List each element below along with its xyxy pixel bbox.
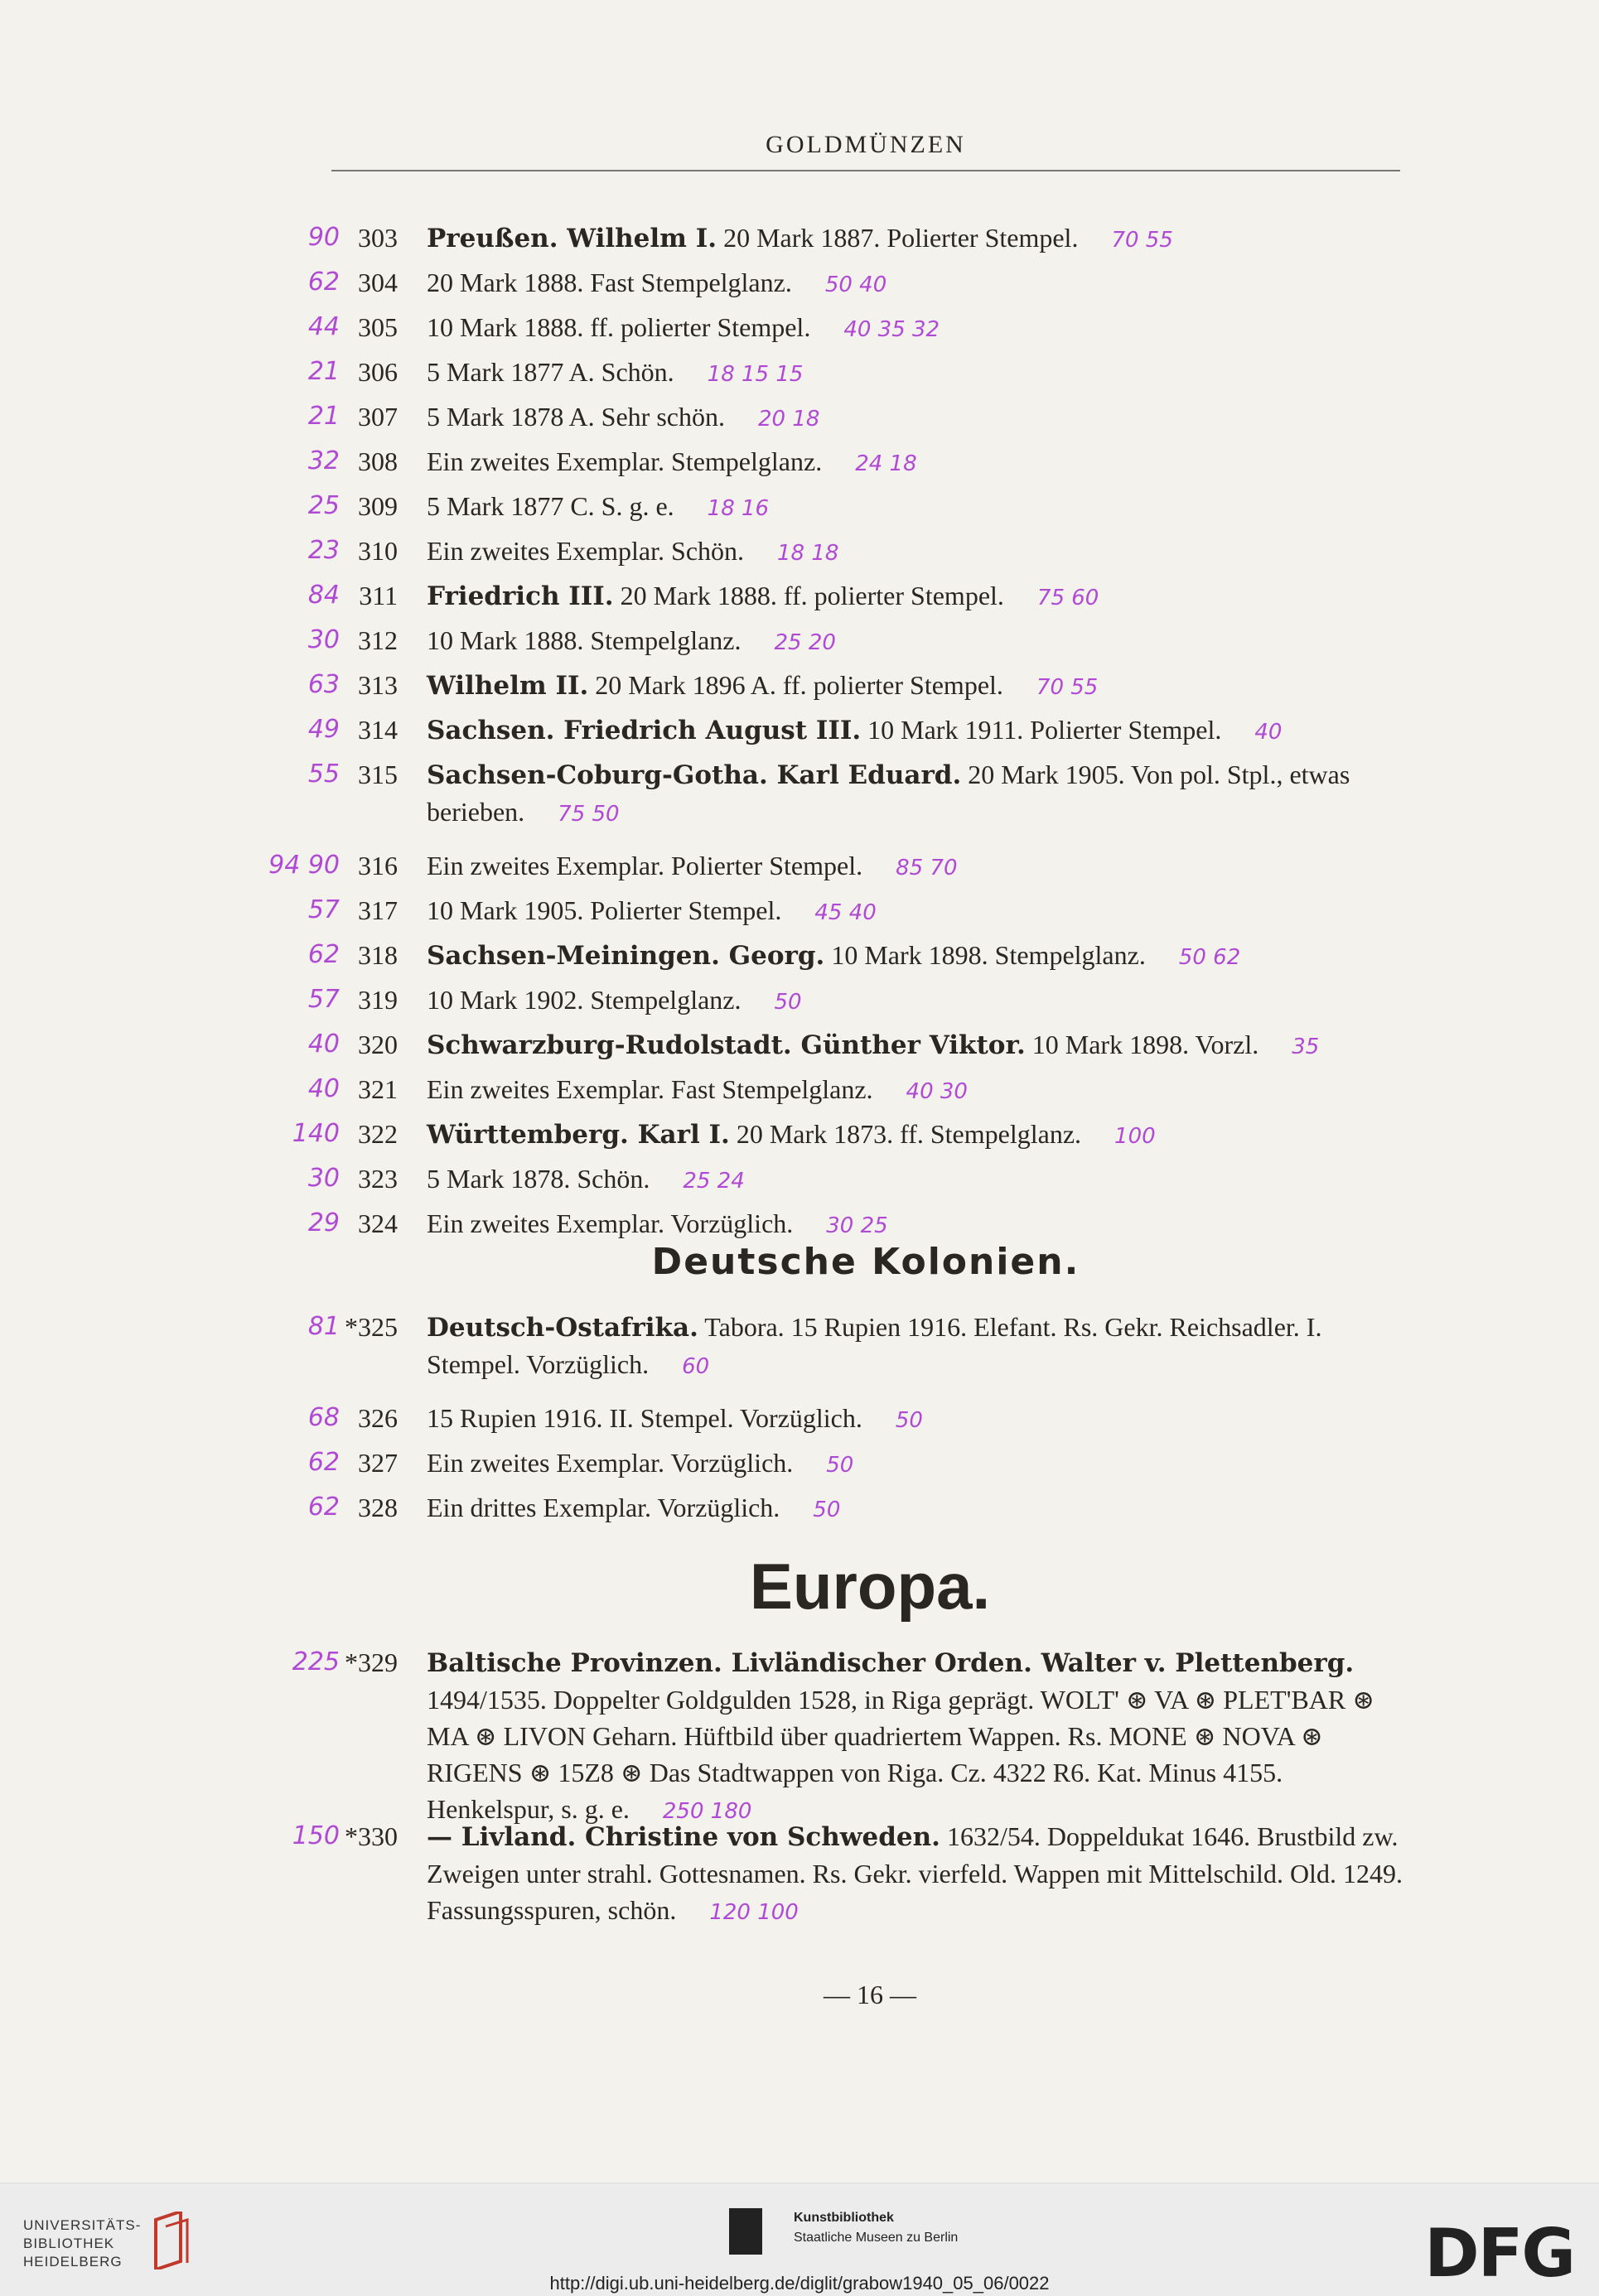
lot-text: 20 Mark 1896 A. ff. polierter Stempel. xyxy=(588,670,1003,700)
handwritten-price-right: 50 62 xyxy=(1178,945,1241,970)
catalog-entry xyxy=(0,843,1599,890)
handwritten-price-left: 44 xyxy=(307,312,340,341)
lot-heading: Sachsen-Meiningen. Georg. xyxy=(427,941,825,971)
lot-description xyxy=(427,1818,1404,1931)
handwritten-price-right: 50 xyxy=(826,1453,854,1478)
handwritten-price-left: 81 xyxy=(307,1312,340,1341)
handwritten-price-left: 49 xyxy=(307,715,340,744)
handwritten-price-left: 225 xyxy=(292,1647,340,1676)
lot-description xyxy=(427,1644,1404,1830)
handwritten-price-right: 20 18 xyxy=(757,407,820,432)
lot-heading: Württemberg. Karl I. xyxy=(427,1120,730,1150)
handwritten-price-left: 62 xyxy=(307,1448,340,1477)
lot-description xyxy=(427,1489,1404,1528)
lot-number: 310 xyxy=(358,536,398,566)
europe-heading: Europa. xyxy=(749,1550,991,1623)
handwritten-price-right: 45 40 xyxy=(814,900,877,925)
catalog-entry xyxy=(0,1440,1599,1487)
lot-text: 20 Mark 1888. ff. polierter Stempel. xyxy=(613,581,1004,610)
lot-description xyxy=(427,488,1404,527)
lot-text: Tabora. 15 Rupien 1916. Elefant. Rs. Gekr. Reichsadler. I. Stempel. Vorzüglich. xyxy=(427,1312,1322,1379)
lot-description xyxy=(427,1160,1404,1199)
lot-number: 313 xyxy=(358,670,398,700)
lot-number: 306 xyxy=(358,357,398,387)
lot-text: 20 Mark 1873. ff. Stempelglanz. xyxy=(729,1119,1082,1149)
handwritten-price-right: 30 25 xyxy=(826,1213,888,1238)
lot-number: 304 xyxy=(358,268,398,297)
lot-description xyxy=(427,622,1404,661)
lot-description xyxy=(427,937,1404,976)
handwritten-price-left: 32 xyxy=(307,446,340,475)
lot-heading: Wilhelm II. xyxy=(427,671,589,701)
lot-number: 327 xyxy=(358,1448,398,1478)
section-heading: Deutsche Kolonien. xyxy=(651,1241,1080,1283)
handwritten-price-left: 30 xyxy=(307,625,340,654)
handwritten-price-right: 25 20 xyxy=(774,630,836,655)
catalog-entry xyxy=(0,1396,1599,1442)
lot-description xyxy=(427,982,1404,1020)
lot-heading: Deutsch-Ostafrika. xyxy=(427,1313,698,1343)
kb-subtitle: Staatliche Museen zu Berlin xyxy=(794,2231,959,2245)
catalog-entry xyxy=(0,1814,1599,1996)
handwritten-price-left: 90 xyxy=(307,223,340,252)
lot-heading: Friedrich III. xyxy=(427,581,614,611)
lot-text: 5 Mark 1878. Schön. xyxy=(427,1164,650,1194)
lot-text: 5 Mark 1877 A. Schön. xyxy=(427,357,674,387)
lot-description xyxy=(427,219,1404,258)
lot-number: 312 xyxy=(358,625,398,655)
catalog-entry xyxy=(0,215,1599,262)
handwritten-price-left: 140 xyxy=(292,1119,340,1148)
lot-number: 321 xyxy=(358,1074,398,1104)
lot-text: 1494/1535. Doppelter Goldgulden 1528, in Riga geprägt. WOLT' ⊛ VA ⊛ PLET'BAR ⊛ MA ⊛ LIVON Geharn. Hüftbild über quadriertem Wappen. Rs. MONE ⊛ NOVA ⊛ RIGENS ⊛ 15Z8 ⊛ Das Stadtwappen von Riga. Cz. 4322 R6. Kat. Minus 4155. Henkelspur, s. g. e. xyxy=(427,1685,1375,1824)
lot-text: 10 Mark 1905. Polierter Stempel. xyxy=(427,895,782,925)
lot-text: Ein zweites Exemplar. Vorzüglich. xyxy=(427,1208,794,1238)
handwritten-price-right: 40 xyxy=(1254,720,1283,745)
lot-number: 318 xyxy=(358,940,398,970)
lot-number: 326 xyxy=(358,1403,398,1433)
lot-number: 316 xyxy=(358,851,398,880)
lot-description xyxy=(427,1026,1404,1065)
handwritten-price-left: 57 xyxy=(307,895,340,924)
handwritten-price-right: 18 18 xyxy=(777,541,839,566)
lot-number: 317 xyxy=(358,895,398,925)
handwritten-price-left: 68 xyxy=(307,1403,340,1432)
lot-text: 20 Mark 1887. Polierter Stempel. xyxy=(717,223,1079,253)
lot-number: 322 xyxy=(358,1119,398,1149)
uni-logo-line: HEIDELBERG xyxy=(23,2254,123,2269)
kunstbibliothek-text xyxy=(794,2208,958,2248)
handwritten-price-left: 55 xyxy=(307,760,340,789)
lot-text: 10 Mark 1898. Vorzl. xyxy=(1025,1030,1259,1059)
lot-number: 311 xyxy=(359,581,398,610)
lot-number: 315 xyxy=(358,760,398,789)
lot-number: 307 xyxy=(358,402,398,432)
page-url-link[interactable]: http://digi.ub.uni-heidelberg.de/diglit/grabow1940_05_06/0022 xyxy=(549,2273,1050,2294)
handwritten-price-right: 70 55 xyxy=(1111,228,1173,253)
catalog-entry xyxy=(0,573,1599,620)
catalog-entry xyxy=(0,1485,1599,1531)
header-rule xyxy=(331,170,1400,171)
handwritten-price-left: 62 xyxy=(307,1493,340,1522)
uni-heidelberg-logo[interactable] xyxy=(23,2216,141,2271)
handwritten-price-right: 35 xyxy=(1292,1035,1320,1059)
lot-description xyxy=(427,847,1404,886)
handwritten-price-right: 25 24 xyxy=(683,1169,745,1194)
lot-text: 1632/54. Doppeldukat 1646. Brustbild zw. Zweigen unter strahl. Gottesnamen. Rs. Gekr. vierfeld. Wappen mit Mittelschild. Old. 1249. Fassungsspuren, schön. xyxy=(427,1821,1403,1925)
catalog-entry xyxy=(0,484,1599,530)
lot-number: 314 xyxy=(358,715,398,745)
lot-number: 323 xyxy=(358,1164,398,1194)
lot-text: 20 Mark 1905. Von pol. Stpl., etwas berieben. xyxy=(427,760,1350,827)
kunstbibliothek-logo-icon[interactable] xyxy=(729,2208,762,2255)
catalog-entry xyxy=(0,1156,1599,1203)
handwritten-price-right: 18 15 15 xyxy=(707,362,804,387)
handwritten-price-right: 85 70 xyxy=(896,856,958,880)
handwritten-price-right: 50 40 xyxy=(824,273,887,297)
lot-description xyxy=(427,398,1404,437)
handwritten-price-left: 25 xyxy=(307,491,340,520)
uni-logo-line: UNIVERSITÄTS- xyxy=(23,2217,142,2233)
lot-description xyxy=(427,667,1404,706)
handwritten-price-right: 60 xyxy=(682,1354,710,1379)
catalog-entry xyxy=(0,528,1599,575)
catalog-entry xyxy=(0,1640,1599,1822)
lot-number: 305 xyxy=(358,312,398,342)
catalog-entry xyxy=(0,618,1599,664)
handwritten-price-left: 40 xyxy=(307,1074,340,1103)
handwritten-price-right: 120 100 xyxy=(709,1900,799,1925)
handwritten-price-left: 30 xyxy=(307,1164,340,1193)
catalog-entry xyxy=(0,394,1599,441)
lot-heading: Sachsen-Coburg-Gotha. Karl Eduard. xyxy=(427,760,962,790)
handwritten-price-left: 150 xyxy=(292,1821,340,1850)
lot-heading: Schwarzburg-Rudolstadt. Günther Viktor. xyxy=(427,1030,1026,1060)
lot-number: 328 xyxy=(358,1493,398,1522)
lot-heading: — Livland. Christine von Schweden. xyxy=(427,1822,940,1852)
handwritten-price-left: 21 xyxy=(307,402,340,431)
catalog-entry xyxy=(0,707,1599,754)
catalog-entry xyxy=(0,752,1599,843)
lot-text: 10 Mark 1888. Stempelglanz. xyxy=(427,625,742,655)
lot-text: 15 Rupien 1916. II. Stempel. Vorzüglich. xyxy=(427,1403,862,1433)
lot-text: Ein drittes Exemplar. Vorzüglich. xyxy=(427,1493,780,1522)
lot-description xyxy=(427,577,1404,616)
lot-number: 319 xyxy=(358,985,398,1015)
handwritten-price-right: 75 50 xyxy=(558,802,620,827)
lot-text: Ein zweites Exemplar. Fast Stempelglanz. xyxy=(427,1074,873,1104)
handwritten-price-right: 250 180 xyxy=(662,1799,752,1824)
handwritten-price-left: 62 xyxy=(307,268,340,297)
kb-title: Kunstbibliothek xyxy=(794,2211,894,2225)
catalog-entry xyxy=(0,977,1599,1024)
handwritten-price-right: 100 xyxy=(1114,1124,1156,1149)
lot-text: 10 Mark 1902. Stempelglanz. xyxy=(427,985,742,1015)
lot-description xyxy=(427,1071,1404,1110)
catalog-entry xyxy=(0,1022,1599,1068)
handwritten-price-left: 94 90 xyxy=(268,851,340,880)
handwritten-price-left: 63 xyxy=(307,670,340,699)
lot-description xyxy=(427,1400,1404,1439)
lot-text: 10 Mark 1911. Polierter Stempel. xyxy=(861,715,1222,745)
handwritten-price-left: 23 xyxy=(307,536,340,565)
lot-description xyxy=(427,1205,1404,1244)
handwritten-price-left: 62 xyxy=(307,940,340,969)
lot-heading: Preußen. Wilhelm I. xyxy=(427,224,717,253)
handwritten-price-left: 40 xyxy=(307,1030,340,1059)
lot-heading: Sachsen. Friedrich August III. xyxy=(427,716,862,745)
heidelberg-mark-icon xyxy=(147,2212,192,2269)
uni-logo-line: BIBLIOTHEK xyxy=(23,2236,115,2251)
lot-description xyxy=(427,1445,1404,1483)
lot-text: Ein zweites Exemplar. Polierter Stempel. xyxy=(427,851,863,880)
handwritten-price-left: 21 xyxy=(307,357,340,386)
lot-description xyxy=(427,309,1404,348)
catalog-entry xyxy=(0,439,1599,485)
catalog-entry xyxy=(0,1305,1599,1396)
handwritten-price-right: 18 16 xyxy=(707,496,770,521)
catalog-entry xyxy=(0,305,1599,351)
lot-description xyxy=(427,756,1404,832)
catalog-entry xyxy=(0,888,1599,934)
handwritten-price-right: 70 55 xyxy=(1036,675,1099,700)
handwritten-price-right: 50 xyxy=(895,1408,923,1433)
lot-description xyxy=(427,354,1404,393)
lot-number: 303 xyxy=(358,223,398,253)
lot-description xyxy=(427,443,1404,482)
lot-number: 308 xyxy=(358,446,398,476)
lot-text: 5 Mark 1877 C. S. g. e. xyxy=(427,491,674,521)
handwritten-price-right: 40 35 32 xyxy=(843,317,940,342)
lot-text: Ein zweites Exemplar. Schön. xyxy=(427,536,745,566)
catalog-entry xyxy=(0,1112,1599,1158)
catalog-entry xyxy=(0,1067,1599,1113)
handwritten-price-right: 24 18 xyxy=(855,451,917,476)
lot-description xyxy=(427,711,1404,750)
lot-text: 10 Mark 1888. ff. polierter Stempel. xyxy=(427,312,811,342)
lot-text: 5 Mark 1878 A. Sehr schön. xyxy=(427,402,725,432)
catalog-entry xyxy=(0,663,1599,709)
catalog-entry xyxy=(0,350,1599,396)
lot-number: 309 xyxy=(358,491,398,521)
handwritten-price-right: 75 60 xyxy=(1036,586,1099,610)
catalog-entry xyxy=(0,933,1599,979)
dfg-logo[interactable]: DFG xyxy=(1424,2215,1574,2292)
lot-number: 324 xyxy=(358,1208,398,1238)
lot-description xyxy=(427,892,1404,931)
handwritten-price-right: 40 30 xyxy=(906,1079,968,1104)
lot-text: Ein zweites Exemplar. Stempelglanz. xyxy=(427,446,823,476)
running-head: GOLDMÜNZEN xyxy=(766,131,966,158)
lot-number: *330 xyxy=(345,1821,398,1851)
lot-number: *329 xyxy=(345,1647,398,1677)
lot-description xyxy=(427,533,1404,572)
lot-number: 320 xyxy=(358,1030,398,1059)
handwritten-price-right: 50 xyxy=(813,1498,841,1522)
lot-text: 10 Mark 1898. Stempelglanz. xyxy=(824,940,1146,970)
lot-description xyxy=(427,264,1404,303)
handwritten-price-left: 84 xyxy=(307,581,340,610)
viewer-footer xyxy=(0,2183,1599,2296)
lot-heading: Baltische Provinzen. Livländischer Orden. Walter v. Plettenberg. xyxy=(427,1648,1355,1678)
page-number: — 16 — xyxy=(824,1980,916,2009)
handwritten-price-right: 50 xyxy=(774,990,802,1015)
handwritten-price-left: 57 xyxy=(307,985,340,1014)
lot-number: *325 xyxy=(345,1312,398,1342)
lot-text: Ein zweites Exemplar. Vorzüglich. xyxy=(427,1448,794,1478)
handwritten-price-left: 29 xyxy=(307,1208,340,1237)
lot-text: 20 Mark 1888. Fast Stempelglanz. xyxy=(427,268,792,297)
lot-description xyxy=(427,1116,1404,1155)
catalog-entry xyxy=(0,260,1599,306)
lot-description xyxy=(427,1309,1404,1385)
